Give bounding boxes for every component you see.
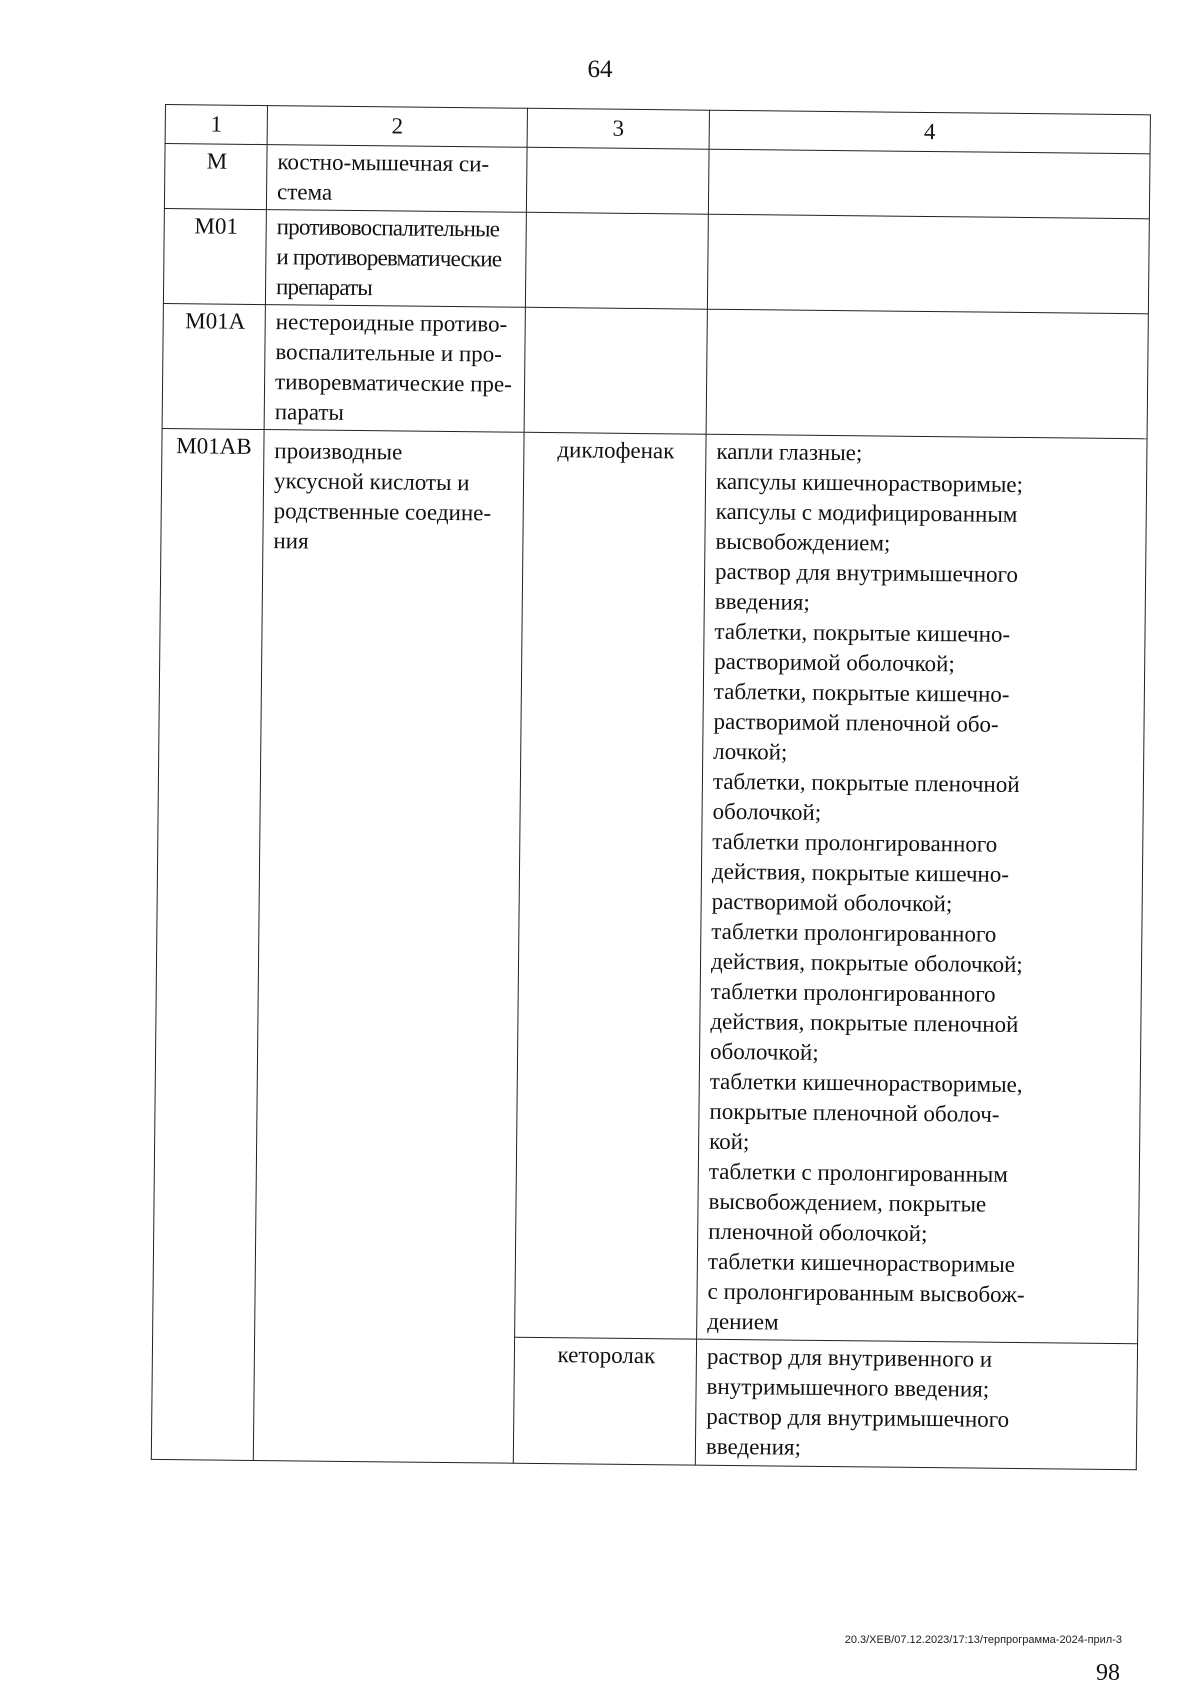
dosage-form: капсулы с модифицированным высвобождением; [715, 498, 1018, 556]
sheet-number: 98 [1096, 1660, 1120, 1686]
dosage-forms-cell [706, 309, 1148, 439]
atc-code-cell: М01АВ [151, 428, 264, 1460]
dosage-form: таблетки кишечнорастворимые с пролонгированным высвобож- дением [707, 1248, 1025, 1335]
dosage-form: таблетки пролонгированного действия, покрытые пленочной оболочкой; [709, 978, 1019, 1065]
dosage-form: таблетки, покрытые кишечно- растворимой оболочкой; [714, 618, 1011, 677]
drug-table [151, 104, 1151, 1470]
table-row [162, 303, 1148, 438]
group-name-cell: нестероидные противо- воспалительные и про- тиворевматические пре- параты [264, 305, 525, 433]
table-row [153, 428, 1147, 1343]
dosage-forms-cell [697, 434, 1147, 1344]
dosage-form: раствор для внутримышечного введения; [705, 1403, 1010, 1460]
dosage-form: раствор для внутривенного и внутримышечного введения; [706, 1343, 993, 1402]
page-number: 64 [587, 56, 613, 83]
drug-name-cell: кеторолак [513, 1337, 696, 1465]
column-header-1: 1 [165, 105, 267, 145]
dosage-form: таблетки пролонгированного действия, покрытые кишечно- растворимой оболочкой; [711, 828, 1010, 917]
group-name-cell: костно-мышечная си- стема [266, 145, 527, 213]
dosage-forms-cell [708, 149, 1150, 219]
document-code: 20.3/ХЕВ/07.12.2023/17:13/терпрограмма-2024-прил-3 [844, 1634, 1122, 1646]
table-body [151, 144, 1150, 1470]
dosage-form: таблетки пролонгированного действия, покрытые оболочкой; [710, 918, 1023, 978]
group-name-cell: противовоспалительные и противоревматические препараты [265, 210, 526, 308]
dosage-form: таблетки с пролонгированным высвобождением, покрытые пленочной оболочкой; [708, 1158, 1008, 1247]
atc-code-cell: М01 [163, 208, 266, 304]
column-header-4: 4 [709, 110, 1150, 154]
dosage-form: раствор для внутримышечного введения; [714, 558, 1019, 615]
column-header-3: 3 [527, 108, 709, 149]
atc-code-cell: М [164, 144, 267, 210]
drug-name-cell [524, 307, 707, 434]
dosage-form: капли глазные; [716, 438, 863, 466]
dosage-form: таблетки кишечнорастворимые, покрытые пленочной оболоч- кой; [709, 1068, 1023, 1155]
group-name-cell: производные уксусной кислоты и родственные соедине- ния [253, 430, 524, 1464]
drug-name-cell [526, 147, 709, 214]
dosage-form: таблетки, покрытые пленочной оболочкой; [712, 768, 1020, 825]
table-row [164, 144, 1150, 219]
column-header-2: 2 [267, 106, 527, 148]
drug-name-cell [525, 212, 708, 309]
table-row [163, 208, 1149, 313]
dosage-form: капсулы кишечнорастворимые; [715, 468, 1024, 498]
dosage-forms-cell [695, 1339, 1137, 1470]
dosage-form: таблетки, покрытые кишечно- растворимой пленочной обо- лочкой; [713, 678, 1010, 765]
drug-name-cell: диклофенак [515, 432, 706, 1339]
atc-code-cell: М01А [162, 303, 265, 429]
dosage-forms-cell [707, 214, 1149, 314]
